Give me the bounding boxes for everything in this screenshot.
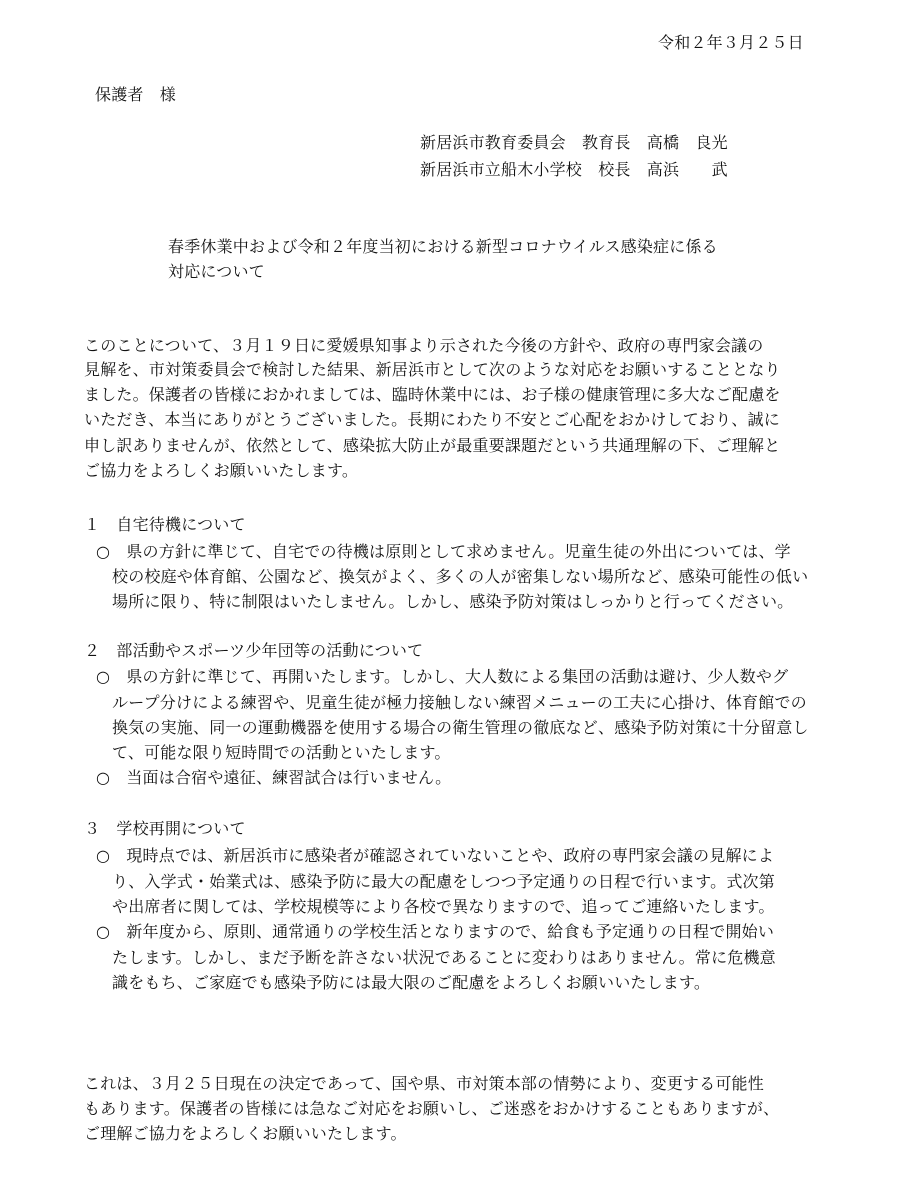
closing-paragraph-line: ご理解ご協力をよろしくお願いいたします。 (84, 1124, 407, 1143)
bullet-line: 校の校庭や体育館、公園など、換気がよく、多くの人が密集しない場所など、感染可能性の低い (112, 567, 809, 586)
intro-paragraph-line: ました。保護者の皆様におかれましては、臨時休業中には、お子様の健康管理に多大なご配慮を (84, 385, 781, 404)
intro-paragraph-line: いただき、本当にありがとうございました。長期にわたり不安とご心配をおかけしており、誠に (84, 410, 780, 429)
bullet-line: て、可能な限り短時間での活動といたします。 (112, 743, 451, 762)
bullet-line: たします。しかし、まだ予断を許さない状況であることに変わりはありません。常に危機意 (112, 948, 776, 967)
closing-paragraph-line: もあります。保護者の皆様には急なご対応をお願いし、ご迷惑をおかけすることもありますが、 (84, 1099, 780, 1118)
document-title-line: 対応について (168, 262, 265, 281)
bullet-line: ○ 当面は合宿や遠征、練習試合は行いません。 (96, 768, 452, 787)
sender-line: 新居浜市立船木小学校 校長 高浜 武 (420, 160, 728, 179)
bullet-line: ○ 県の方針に準じて、自宅での待機は原則として求めません。児童生徒の外出については、学 (96, 542, 791, 561)
sender-line: 新居浜市教育委員会 教育長 高橋 良光 (420, 133, 728, 152)
intro-paragraph-line: ご協力をよろしくお願いいたします。 (84, 461, 359, 480)
intro-paragraph-line: 申し訳ありませんが、依然として、感染拡大防止が最重要課題だという共通理解の下、ご理解と (84, 436, 781, 455)
addressee: 保護者 様 (95, 85, 177, 104)
section-heading: ３ 学校再開について (84, 819, 246, 838)
intro-paragraph-line: 見解を、市対策委員会で検討した結果、新居浜市として次のような対応をお願いすることとなり (84, 360, 781, 379)
bullet-line: や出席者に関しては、学校規模等により各校で異なりますので、追ってご連絡いたします。 (112, 897, 775, 916)
bullet-line: 場所に限り、特に制限はいたしません。しかし、感染予防対策はしっかりと行ってください。 (112, 592, 794, 611)
bullet-line: ループ分けによる練習や、児童生徒が極力接触しない練習メニューの工夫に心掛け、体育館での (112, 693, 807, 712)
bullet-line: ○ 現時点では、新居浜市に感染者が確認されていないことや、政府の専門家会議の見解によ (96, 846, 775, 865)
bullet-line: ○ 新年度から、原則、通常通りの学校生活となりますので、給食も予定通りの日程で開始い (96, 922, 775, 941)
bullet-line: 換気の実施、同一の運動機器を使用する場合の衛生管理の徹底など、感染予防対策に十分留意し (112, 718, 809, 737)
intro-paragraph-line: このことについて、３月１９日に愛媛県知事より示された今後の方針や、政府の専門家会議の (84, 336, 764, 355)
document-title-line: 春季休業中および令和２年度当初における新型コロナウイルス感染症に係る (168, 237, 718, 256)
closing-paragraph-line: これは、３月２５日現在の決定であって、国や県、市対策本部の情勢により、変更する可能性 (84, 1074, 764, 1093)
section-heading: １ 自宅待機について (84, 515, 246, 534)
bullet-line: 識をもち、ご家庭でも感染予防には最大限のご配慮をよろしくお願いいたします。 (112, 973, 711, 992)
bullet-line: ○ 県の方針に準じて、再開いたします。しかし、大人数による集団の活動は避け、少人数やグ (96, 667, 789, 686)
document-date: 令和２年３月２５日 (658, 33, 804, 52)
section-heading: ２ 部活動やスポーツ少年団等の活動について (84, 641, 424, 660)
bullet-line: り、入学式・始業式は、感染予防に最大の配慮をしつつ予定通りの日程で行います。式次第 (112, 872, 775, 891)
